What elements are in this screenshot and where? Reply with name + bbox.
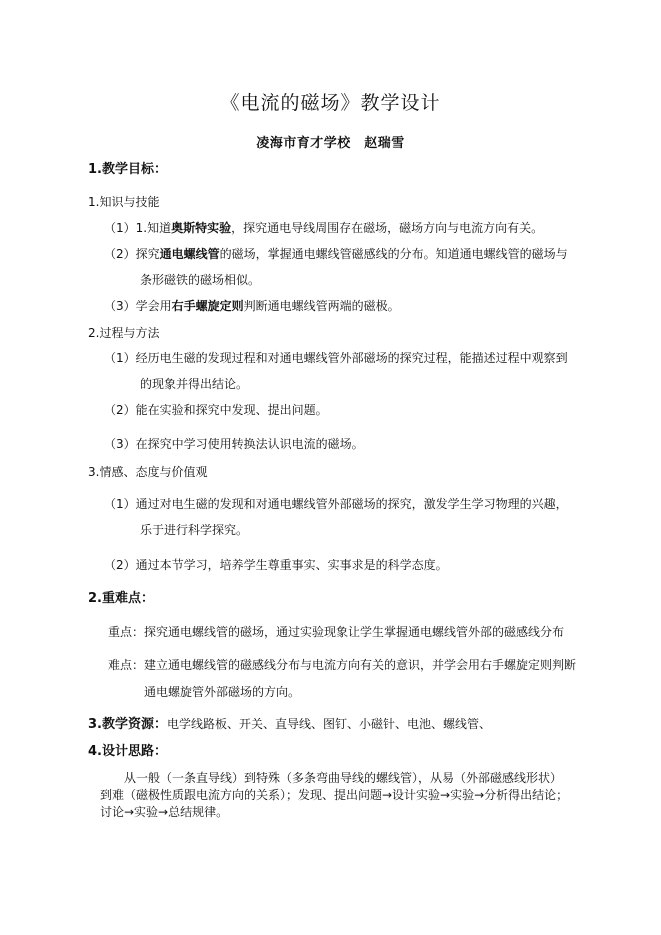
document-title: 《电流的磁场》教学设计 (220, 92, 441, 114)
subheading-process: 2.过程与方法 (88, 326, 160, 340)
difficult-point-continuation: 通电螺旋管外部磁场的方向。 (144, 685, 301, 699)
item-text: ，探究通电导线周围存在磁场，磁场方向与电流方向有关。 (231, 221, 544, 235)
objective-item-2-continuation: 条形磁铁的磁场相似。 (140, 273, 261, 287)
section-heading-design: 4.设计思路： (88, 744, 167, 759)
process-item-3: （3）在探究中学习使用转换法认识电流的磁场。 (104, 437, 364, 451)
difficult-point-text: 难点：建立通电螺线管的磁感线分布与电流方向有关的意识，并学会用右手螺旋定则判断 (108, 658, 577, 672)
section-heading-resources: 3.教学资源： (88, 717, 167, 732)
emotion-item-1: （1）通过对电生磁的发现和对通电螺线管外部磁场的探究，激发学生学习物理的兴趣， (104, 497, 568, 511)
process-item-1-continuation: 的现象并得出结论。 (140, 377, 249, 391)
design-paragraph-line-1: 从一般（一条直导线）到特殊（多条弯曲导线的螺线管），从易（外部磁感线形状） (124, 771, 563, 785)
item-text: 的磁场，掌握通电螺线管磁感线的分布。知道通电螺线管的磁场与 (219, 247, 568, 261)
item-bold-term: 右手螺旋定则 (171, 299, 244, 313)
design-paragraph-line-3: 讨论→实验→总结规律。 (100, 805, 229, 819)
objective-item-2 (104, 246, 568, 262)
design-paragraph-line-2: 到难（磁极性质跟电流方向的关系）；发现、提出问题→设计实验→实验→分析得出结论； (100, 788, 569, 802)
author-line: 凌海市育才学校 赵瑞雪 (256, 136, 405, 151)
item-text: 判断通电螺线管两端的磁极。 (243, 299, 400, 313)
process-item-2: （2）能在实验和探究中发现、提出问题。 (104, 403, 328, 417)
emotion-item-2: （2）通过本节学习，培养学生尊重事实、实事求是的科学态度。 (104, 558, 448, 572)
section-heading-objectives: 1.教学目标： (88, 162, 167, 177)
objective-item-1 (104, 220, 543, 236)
emotion-item-1-continuation: 乐于进行科学探究。 (140, 523, 249, 537)
section-heading-key-points: 2.重难点： (88, 591, 154, 606)
subheading-knowledge: 1.知识与技能 (88, 195, 160, 209)
item-bold-term: 奥斯特实验 (171, 221, 232, 235)
item-text: （1）1.知道 (104, 221, 172, 235)
resources-line (88, 716, 491, 733)
item-text: （3）学会用 (104, 299, 172, 313)
process-item-1: （1）经历电生磁的发现过程和对通电螺线管外部磁场的探究过程，能描述过程中观察到 (104, 351, 568, 365)
objective-item-3 (104, 298, 400, 314)
key-point-text: 重点：探究通电螺线管的磁场，通过实验现象让学生掌握通电螺线管外部的磁感线分布 (108, 625, 565, 639)
item-bold-term: 通电螺线管 (159, 247, 220, 261)
resources-text: 电学线路板、开关、直导线、图钉、小磁针、电池、螺线管、 (166, 717, 491, 731)
subheading-emotion: 3.情感、态度与价值观 (88, 465, 208, 479)
item-text: （2）探究 (104, 247, 160, 261)
